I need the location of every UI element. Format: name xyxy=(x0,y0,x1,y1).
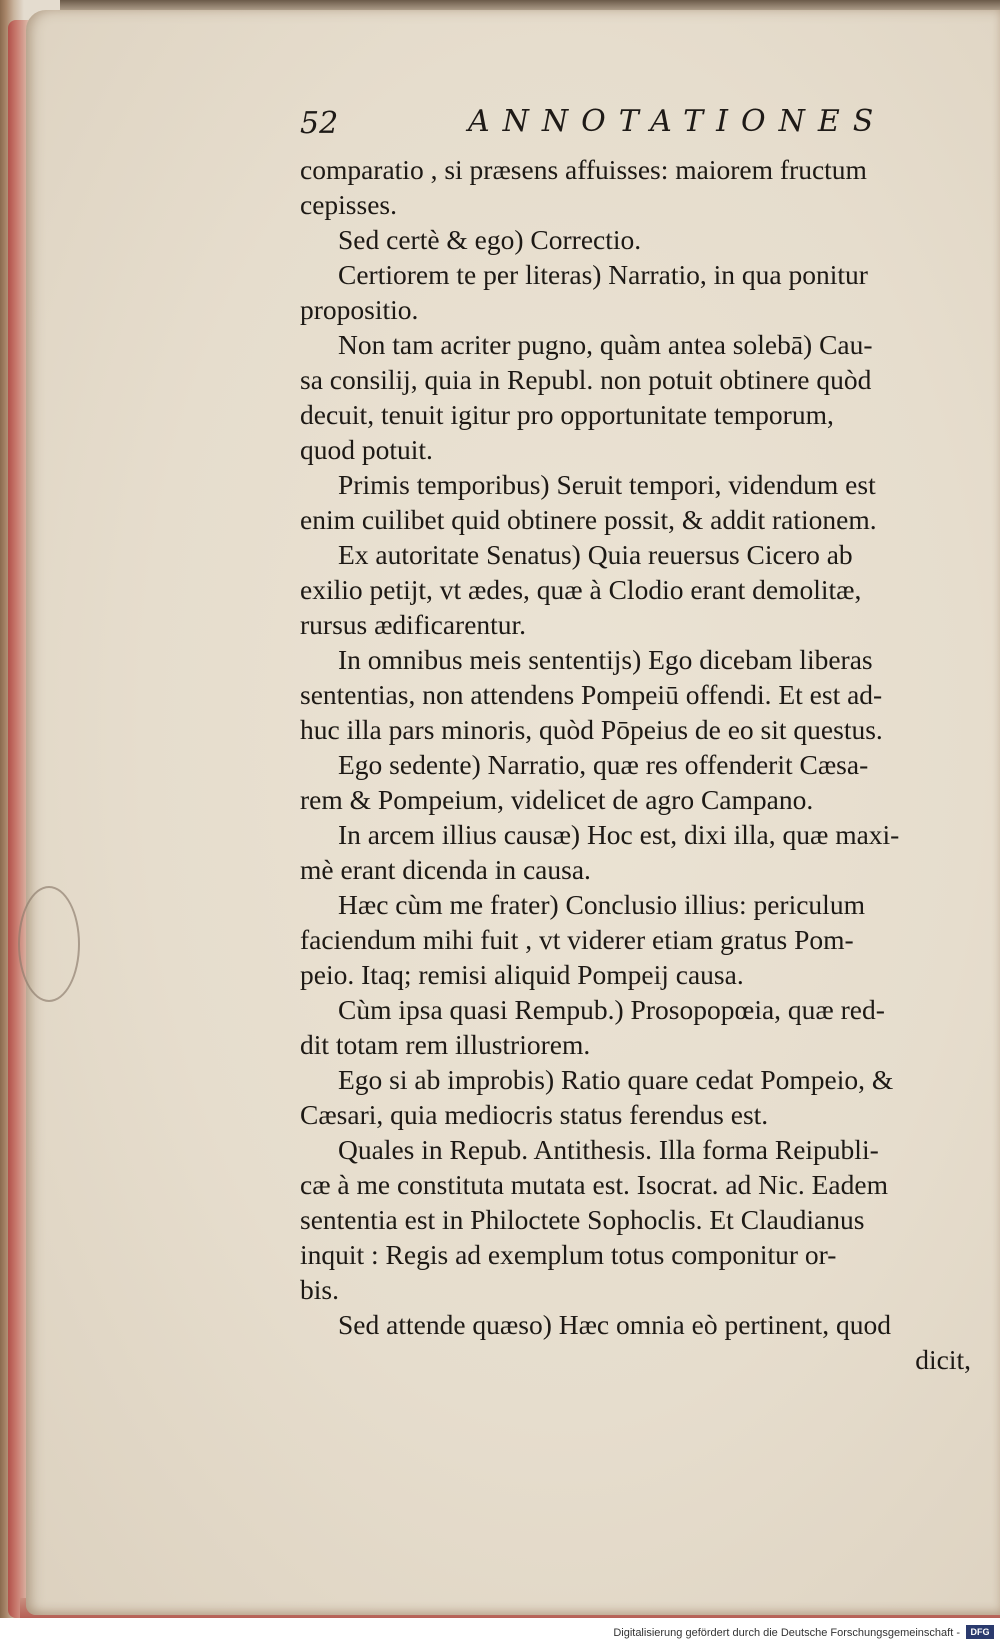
funding-credit: Digitalisierung gefördert durch die Deutsche Forschungsgemeinschaft - xyxy=(613,1627,960,1639)
text-line: Cùm ipsa quasi Rempub.) Prosopopœia, quæ red- xyxy=(338,994,885,1025)
text-line: exilio petijt, vt ædes, quæ à Clodio erant demolitæ, xyxy=(300,574,862,605)
footer-bar xyxy=(0,1618,1000,1647)
text-line: faciendum mihi fuit , vt viderer etiam gratus Pom- xyxy=(300,924,854,955)
text-line: Sed attende quæso) Hæc omnia eò pertinent, quod xyxy=(338,1309,891,1340)
text-line: Ego sedente) Narratio, quæ res offenderit Cæsa- xyxy=(338,749,869,780)
text-line: Hæc cùm me frater) Conclusio illius: periculum xyxy=(338,889,865,920)
text-line: Ego si ab improbis) Ratio quare cedat Pompeio, & xyxy=(338,1064,894,1095)
text-line: mè erant dicenda in causa. xyxy=(300,854,591,885)
text-line: Ex autoritate Senatus) Quia reuersus Cicero ab xyxy=(338,539,853,570)
text-line: cæ à me constituta mutata est. Isocrat. ad Nic. Eadem xyxy=(300,1169,888,1200)
text-line: Non tam acriter pugno, quàm antea solebā) Cau- xyxy=(338,329,873,360)
show-through-circle xyxy=(18,886,80,1002)
text-line: sententias, non attendens Pompeiū offendi. Et est ad- xyxy=(300,679,883,710)
body-text xyxy=(300,152,975,1377)
page-number: 52 xyxy=(300,106,339,141)
text-line: enim cuilibet quid obtinere possit, & addit rationem. xyxy=(300,504,877,535)
running-title: ANNOTATIONES xyxy=(468,104,887,139)
text-line: decuit, tenuit igitur pro opportunitate temporum, xyxy=(300,399,834,430)
dfg-logo: DFG xyxy=(966,1625,994,1639)
text-line: In omnibus meis sententijs) Ego dicebam liberas xyxy=(338,644,873,675)
text-line: Primis temporibus) Seruit tempori, videndum est xyxy=(338,469,876,500)
text-line: Quales in Repub. Antithesis. Illa forma Reipubli- xyxy=(338,1134,879,1165)
text-line: Sed certè & ego) Correctio. xyxy=(338,224,642,255)
text-line: dicit, xyxy=(915,1344,971,1375)
text-line: sa consilij, quia in Republ. non potuit obtinere quòd xyxy=(300,364,872,395)
text-line: cepisses. xyxy=(300,189,397,220)
text-line: inquit : Regis ad exemplum totus componitur or- xyxy=(300,1239,837,1270)
text-line: rem & Pompeium, videlicet de agro Campano. xyxy=(300,784,814,815)
text-line: rursus ædificarentur. xyxy=(300,609,527,640)
text-line: Certiorem te per literas) Narratio, in qua ponitur xyxy=(338,259,868,290)
page-header xyxy=(300,100,950,150)
text-line: quod potuit. xyxy=(300,434,433,465)
text-line: bis. xyxy=(300,1274,339,1305)
text-line: sententia est in Philoctete Sophoclis. Et Claudianus xyxy=(300,1204,865,1235)
text-line: In arcem illius causæ) Hoc est, dixi illa, quæ maxi- xyxy=(338,819,900,850)
text-line: propositio. xyxy=(300,294,419,325)
text-line: huc illa pars minoris, quòd Pōpeius de eo sit questus. xyxy=(300,714,883,745)
text-line: dit totam rem illustriorem. xyxy=(300,1029,591,1060)
text-line: comparatio , si præsens affuisses: maiorem fructum xyxy=(300,154,867,185)
text-line: peio. Itaq; remisi aliquid Pompeij causa. xyxy=(300,959,744,990)
text-line: Cæsari, quia mediocris status ferendus est. xyxy=(300,1099,769,1130)
